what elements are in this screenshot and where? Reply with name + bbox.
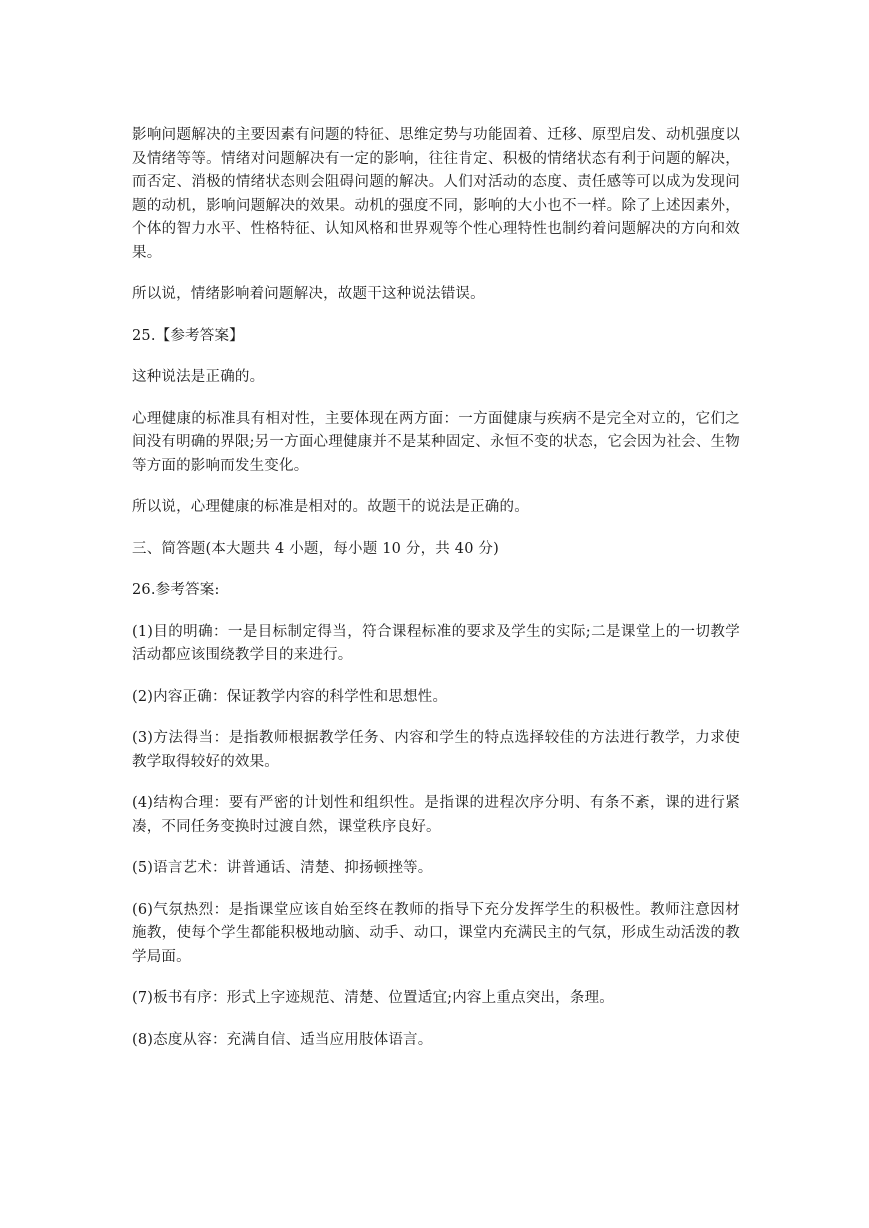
list-item-8-calm-attitude: (8)态度从容：充满自信、适当应用肢体语言。 (132, 1031, 433, 1048)
answer-heading-25: 25.【参考答案】 (132, 327, 244, 344)
list-item-5-language-art: (5)语言艺术：讲普通话、清楚、抑扬顿挫等。 (132, 860, 433, 876)
paragraph-mental-health-conclusion: 所以说，心理健康的标准是相对的。故题干的说法是正确的。 (132, 499, 529, 515)
section-heading-short-answer: 三、简答题(本大题共 4 小题，每小题 10 分，共 40 分) (132, 540, 499, 557)
list-item-6-lively-atmosphere: (6)气氛热烈：是指课堂应该自始至终在教师的指导下充分发挥学生的积极性。教师注意因材施教，使每个学生都能积极地动脑、动手、动口，课堂内充满民主的气氛，形成生动活泼的教学局面。 (132, 901, 740, 965)
paragraph-emotion-conclusion: 所以说，情绪影响着问题解决，故题干这种说法错误。 (132, 286, 485, 302)
answer-heading-26: 26.参考答案: (132, 582, 220, 598)
paragraph-mental-health-relativity: 心理健康的标准具有相对性，主要体现在两方面：一方面健康与疾病不是完全对立的，它们之间没有明确的界限;另一方面心理健康并不是某种固定、永恒不变的状态，它会因为社会、生物等方面的影响而发生变化。 (132, 410, 740, 474)
list-item-4-reasonable-structure: (4)结构合理：要有严密的计划性和组织性。是指课的进程次序分明、有条不紊，课的进行紧凑，不同任务变换时过渡自然，课堂秩序良好。 (132, 795, 740, 835)
document-body (132, 124, 740, 1070)
list-item-7-orderly-blackboard: (7)板书有序：形式上字迹规范、清楚、位置适宜;内容上重点突出，条理。 (132, 990, 614, 1006)
list-item-2-correct-content: (2)内容正确：保证教学内容的科学性和思想性。 (132, 688, 448, 705)
paragraph-problem-solving-factors: 影响问题解决的主要因素有问题的特征、思维定势与功能固着、迁移、原型启发、动机强度以及情绪等等。情绪对问题解决有一定的影响，往往肯定、积极的情绪状态有利于问题的解决，而否定、消极的情绪状态则会阻碍问题的解决。人们对活动的态度、责任感等可以成为发现问题的动机，影响问题解决的效果。动机的强度不同，影响的大小也不一样。除了上述因素外，个体的智力水平、性格特征、认知风格和世界观等个性心理特性也制约着问题解决的方向和效果。 (132, 127, 740, 261)
list-item-3-appropriate-method: (3)方法得当：是指教师根据教学任务、内容和学生的特点选择较佳的方法进行教学，力求使教学取得较好的效果。 (132, 730, 740, 770)
paragraph-statement-correct: 这种说法是正确的。 (132, 369, 265, 385)
list-item-1-clear-objective: (1)目的明确：一是目标制定得当，符合课程标准的要求及学生的实际;二是课堂上的一切教学活动都应该围绕教学目的来进行。 (132, 623, 740, 663)
